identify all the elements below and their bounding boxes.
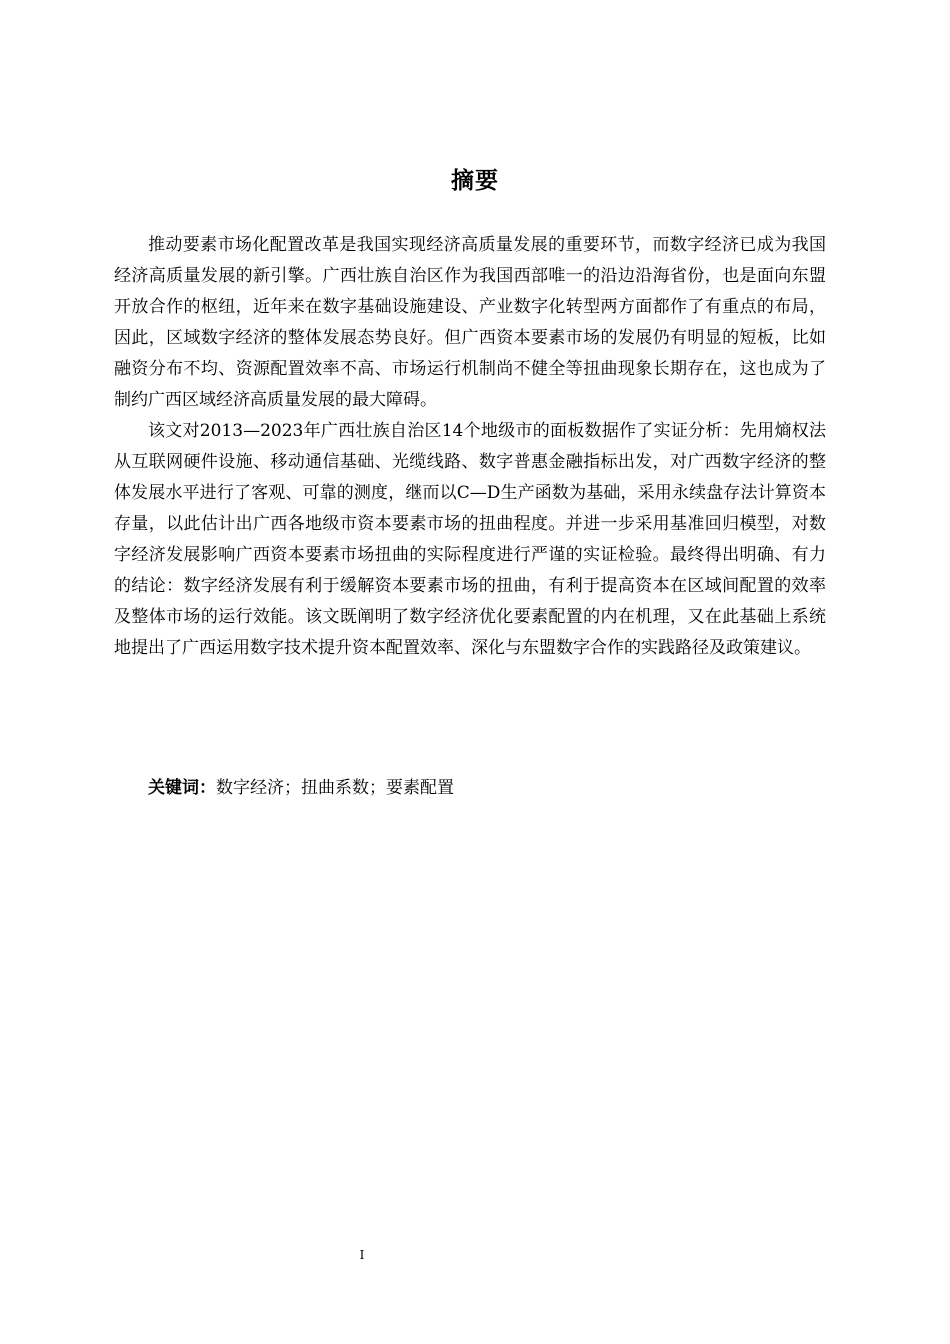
- keywords-line: [148, 773, 798, 803]
- keywords-text: 数字经济；扭曲系数；要素配置: [216, 778, 454, 798]
- abstract-body: [114, 230, 826, 664]
- page-number: I: [359, 1248, 365, 1262]
- abstract-title: 摘要: [451, 168, 499, 194]
- keywords-label: 关键词：: [148, 778, 216, 798]
- abstract-paragraph-2: 该文对2013—2023年广西壮族自治区14个地级市的面板数据作了实证分析：先用熵权法从互联网硬件设施、移动通信基础、光缆线路、数字普惠金融指标出发，对广西数字经济的整体发展水平进行了客观、可靠的测度，继而以C—D生产函数为基础，采用永续盘存法计算资本存量，以此估计出广西各地级市资本要素市场的扭曲程度。并进一步采用基准回归模型，对数字经济发展影响广西资本要素市场扭曲的实际程度进行严谨的实证检验。最终得出明确、有力的结论：数字经济发展有利于缓解资本要素市场的扭曲，有利于提高资本在区域间配置的效率及整体市场的运行效能。该文既阐明了数字经济优化要素配置的内在机理，又在此基础上系统地提出了广西运用数字技术提升资本配置效率、深化与东盟数字合作的实践路径及政策建议。: [114, 421, 826, 658]
- abstract-paragraph-1: 推动要素市场化配置改革是我国实现经济高质量发展的重要环节，而数字经济已成为我国经济高质量发展的新引擎。广西壮族自治区作为我国西部唯一的沿边沿海省份，也是面向东盟开放合作的枢纽，近年来在数字基础设施建设、产业数字化转型两方面都作了有重点的布局，因此，区域数字经济的整体发展态势良好。但广西资本要素市场的发展仍有明显的短板，比如融资分布不均、资源配置效率不高、市场运行机制尚不健全等扭曲现象长期存在，这也成为了制约广西区域经济高质量发展的最大障碍。: [114, 235, 826, 410]
